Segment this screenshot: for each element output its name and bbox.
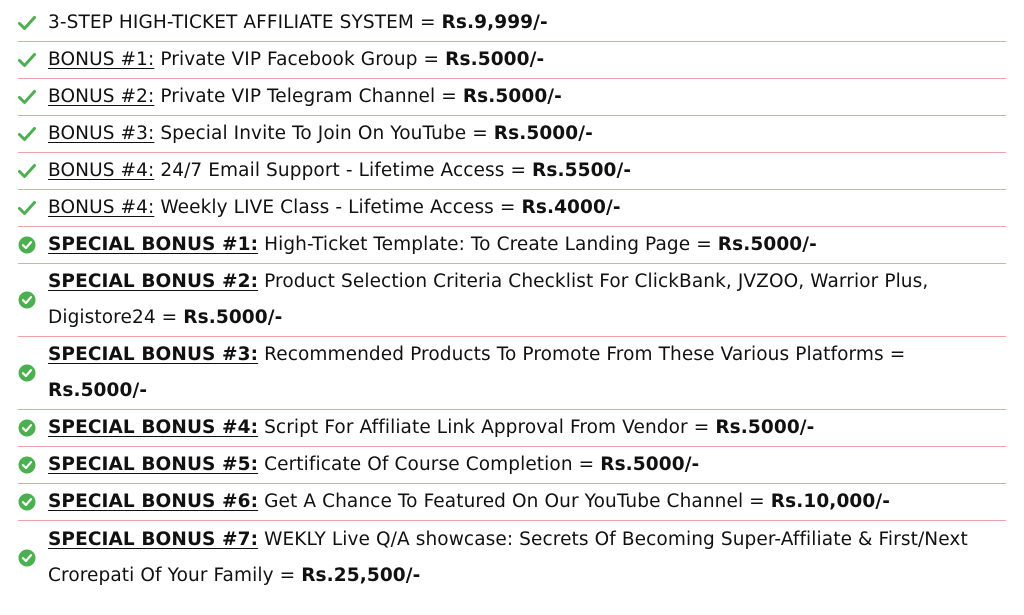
item-description: Private VIP Telegram Channel = — [154, 86, 463, 107]
special-bonus-label: SPECIAL BONUS #4: — [48, 417, 259, 438]
item-description: Get A Chance To Featured On Our YouTube Channel = — [258, 491, 771, 512]
item-description: Special Invite To Join On YouTube = — [154, 123, 494, 144]
list-item — [18, 264, 1006, 337]
check-circle-icon — [18, 456, 48, 474]
list-item — [18, 116, 1006, 153]
item-description: Private VIP Facebook Group = — [154, 49, 446, 70]
item-price: Rs.5000/- — [715, 417, 815, 438]
item-text — [48, 116, 1006, 152]
item-price: Rs.5000/- — [462, 86, 562, 107]
item-price: Rs.25,500/- — [301, 564, 421, 586]
bonus-label: BONUS #4: — [48, 160, 155, 181]
item-text — [48, 264, 1006, 336]
list-item — [18, 447, 1006, 484]
item-text — [48, 42, 1006, 78]
special-bonus-label: SPECIAL BONUS #3: — [48, 344, 259, 365]
bonus-label: BONUS #2: — [48, 86, 155, 107]
item-price: Rs.5000/- — [48, 380, 148, 401]
check-circle-icon — [18, 549, 48, 567]
bonus-label: BONUS #4: — [48, 197, 155, 218]
item-text — [48, 522, 1006, 594]
item-description: Product Selection Criteria Checklist For ClickBank, JVZOO, Warrior Plus, Digistore24 = — [48, 271, 929, 328]
list-item — [18, 337, 1006, 410]
check-circle-icon — [18, 493, 48, 511]
item-text — [48, 5, 1006, 41]
list-item — [18, 79, 1006, 116]
bonus-label: BONUS #3: — [48, 123, 155, 144]
item-price: Rs.10,000/- — [770, 491, 890, 512]
item-description: Script For Affiliate Link Approval From Vendor = — [258, 417, 716, 438]
check-icon — [18, 15, 48, 31]
check-circle-icon — [18, 364, 48, 382]
item-price: Rs.5500/- — [532, 160, 632, 181]
item-description: 3-STEP HIGH-TICKET AFFILIATE SYSTEM = — [48, 12, 442, 33]
list-item — [18, 5, 1006, 42]
item-text — [48, 190, 1006, 226]
check-icon — [18, 89, 48, 105]
special-bonus-label: SPECIAL BONUS #1: — [48, 234, 259, 255]
item-description: 24/7 Email Support - Lifetime Access = — [154, 160, 533, 181]
item-price: Rs.5000/- — [183, 307, 283, 328]
item-description: Certificate Of Course Completion = — [258, 454, 601, 475]
list-item — [18, 410, 1006, 447]
item-price: Rs.5000/- — [493, 123, 593, 144]
item-text — [48, 447, 1006, 483]
list-item — [18, 42, 1006, 79]
item-text — [48, 337, 1006, 409]
special-bonus-label: SPECIAL BONUS #7: — [48, 528, 259, 550]
list-item — [18, 153, 1006, 190]
item-text — [48, 79, 1006, 115]
check-icon — [18, 163, 48, 179]
special-bonus-label: SPECIAL BONUS #6: — [48, 491, 259, 512]
list-item — [18, 521, 1006, 594]
check-circle-icon — [18, 291, 48, 309]
list-item — [18, 190, 1006, 227]
item-description: WEKLY Live Q/A showcase: Secrets Of Becoming Super-Affiliate & First/Next Crorepati Of Your Family = — [48, 528, 968, 586]
item-price: Rs.9,999/- — [441, 12, 548, 33]
item-price: Rs.5000/- — [600, 454, 700, 475]
list-item — [18, 484, 1006, 521]
check-icon — [18, 52, 48, 68]
special-bonus-label: SPECIAL BONUS #5: — [48, 454, 259, 475]
check-circle-icon — [18, 419, 48, 437]
item-description: Recommended Products To Promote From These Various Platforms = — [258, 344, 906, 365]
check-icon — [18, 126, 48, 142]
item-description: High-Ticket Template: To Create Landing Page = — [258, 234, 718, 255]
item-price: Rs.5000/- — [445, 49, 545, 70]
item-description: Weekly LIVE Class - Lifetime Access = — [154, 197, 522, 218]
item-price: Rs.4000/- — [521, 197, 621, 218]
bonus-label: BONUS #1: — [48, 49, 155, 70]
check-circle-icon — [18, 236, 48, 254]
special-bonus-label: SPECIAL BONUS #2: — [48, 271, 259, 292]
bonus-list — [18, 5, 1006, 594]
check-icon — [18, 200, 48, 216]
item-text — [48, 153, 1006, 189]
item-text — [48, 484, 1006, 520]
item-price: Rs.5000/- — [717, 234, 817, 255]
list-item — [18, 227, 1006, 264]
item-text — [48, 227, 1006, 263]
item-text — [48, 410, 1006, 446]
